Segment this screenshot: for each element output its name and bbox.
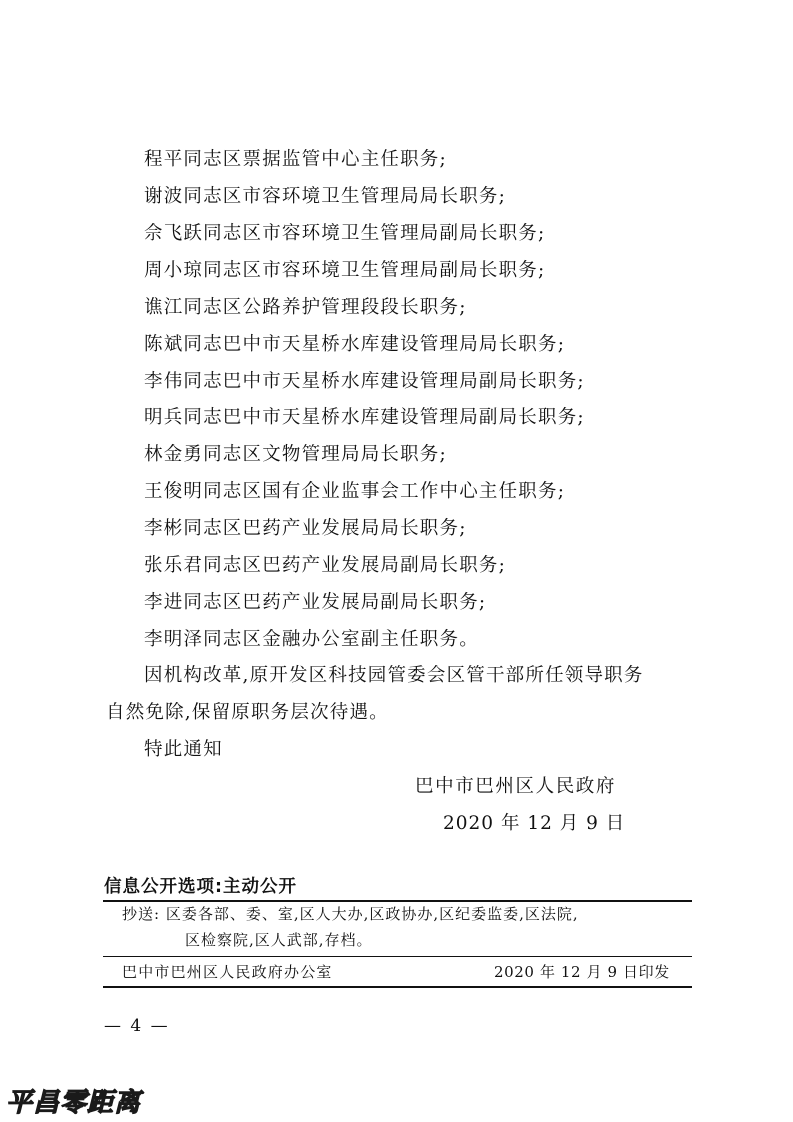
footer-top-rule [103,900,692,902]
appointment-line-9: 林金勇同志区文物管理局局长职务; [144,444,447,465]
appointment-line-10: 王俊明同志区国有企业监事会工作中心主任职务; [144,481,566,502]
cc-line-1: 抄送: 区委各部、委、室,区人大办,区政协办,区纪委监委,区法院, [122,905,579,923]
reform-paragraph-line-1: 因机构改革,原开发区科技园管委会区管干部所任领导职务 [144,665,644,686]
appointment-line-1: 程平同志区票据监管中心主任职务; [144,149,447,170]
appointment-line-2: 谢波同志区市容环境卫生管理局局长职务; [144,186,507,207]
print-office: 巴中市巴州区人民政府办公室 [122,963,333,981]
footer-middle-rule [103,956,692,957]
appointment-line-7: 李伟同志巴中市天星桥水库建设管理局副局长职务; [144,371,585,392]
appointment-line-12: 张乐君同志区巴药产业发展局副局长职务; [144,555,507,576]
cc-line-2: 区检察院,区人武部,存档。 [185,931,373,949]
appointment-line-8: 明兵同志巴中市天星桥水库建设管理局副局长职务; [144,407,585,428]
reform-paragraph-line-2: 自然免除,保留原职务层次待遇。 [106,702,389,723]
page-number: — 4 — [104,1016,170,1036]
print-date: 2020 年 12 月 9 日印发 [494,963,670,981]
appointment-line-13: 李进同志区巴药产业发展局副局长职务; [144,592,487,613]
issuer-name: 巴中市巴州区人民政府 [415,776,617,797]
appointment-line-14: 李明泽同志区金融办公室副主任职务。 [144,629,479,650]
closing-text: 特此通知 [144,739,223,760]
appointment-line-11: 李彬同志区巴药产业发展局局长职务; [144,518,467,539]
appointment-line-3: 佘飞跃同志区市容环境卫生管理局副局长职务; [144,223,546,244]
appointment-line-4: 周小琼同志区市容环境卫生管理局副局长职务; [144,260,546,281]
info-disclosure-option: 信息公开选项:主动公开 [104,877,297,897]
appointment-line-6: 陈斌同志巴中市天星桥水库建设管理局局长职务; [144,334,566,355]
appointment-line-5: 谯江同志区公路养护管理段段长职务; [144,297,467,318]
watermark-logo: 平昌零距离 [6,1088,142,1118]
footer-bottom-rule [103,986,692,988]
issue-date: 2020 年 12 月 9 日 [443,813,626,834]
